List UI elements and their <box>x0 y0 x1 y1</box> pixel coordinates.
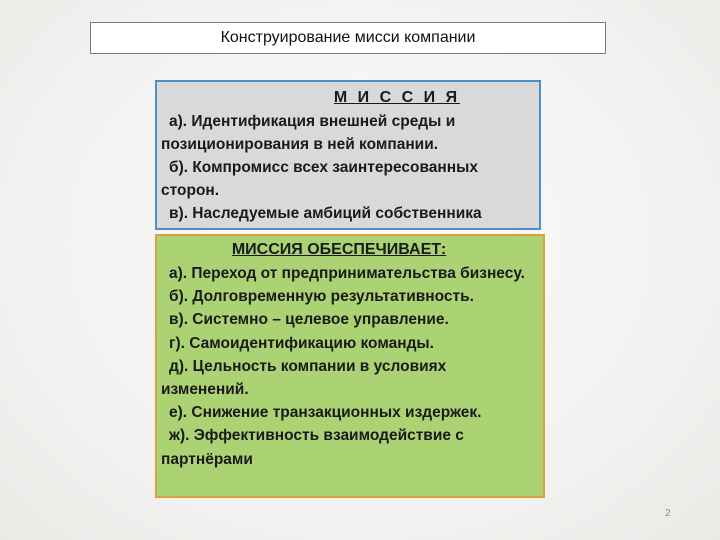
mission-provides-box <box>155 234 545 498</box>
provides-item-text: а). Переход от предпринимательства бизнесу. <box>169 265 525 282</box>
provides-item-text: б). Долговременную результативность. <box>169 288 474 306</box>
slide-title: Конструирование мисси компании <box>220 29 476 46</box>
mission-item-text: в). Наследуемые амбиций собственника <box>169 205 482 222</box>
provides-item <box>161 424 537 470</box>
provides-item <box>161 401 537 424</box>
mission-box <box>155 80 541 230</box>
provides-item-text: в). Системно – целевое управление. <box>169 311 449 329</box>
mission-item <box>161 110 533 156</box>
mission-heading: М И С С И Я <box>333 89 461 106</box>
mission-item <box>161 202 533 225</box>
provides-heading: МИССИЯ ОБЕСПЕЧИВАЕТ: <box>231 241 447 258</box>
page-number: 2 <box>665 508 671 519</box>
slide-title-box <box>90 22 606 54</box>
provides-item-text: г). Самоидентификацию команды. <box>169 334 434 352</box>
provides-item-text: е). Снижение транзакционных издержек. <box>169 404 482 422</box>
provides-item <box>161 285 537 308</box>
provides-item-text: ж). Эффективность взаимодействие с партнёрами <box>161 427 464 468</box>
mission-item-text: б). Компромисс всех заинтересованных сторон. <box>161 159 479 199</box>
mission-item-text: а). Идентификация внешней среды и позиционирования в ней компании. <box>161 113 456 153</box>
provides-item <box>161 262 537 285</box>
provides-item-text: д). Цельность компании в условиях изменений. <box>161 357 447 399</box>
provides-item <box>161 308 537 331</box>
provides-item <box>161 332 537 355</box>
provides-item <box>161 355 537 401</box>
mission-item <box>161 156 533 202</box>
